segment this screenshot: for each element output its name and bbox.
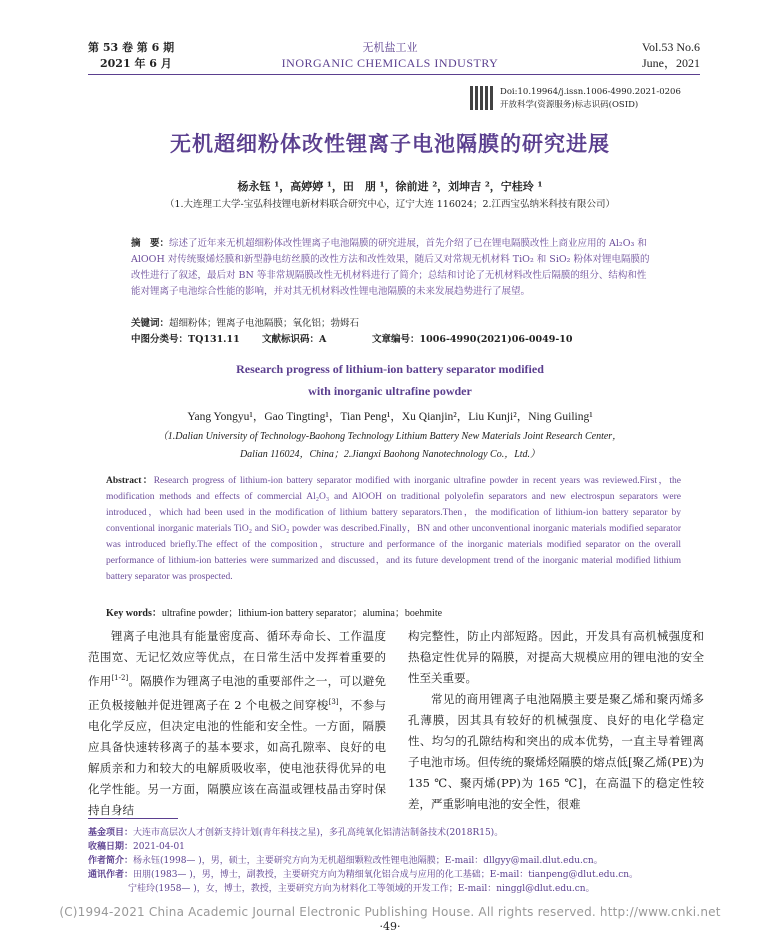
volume-issue-zh: 第 53 卷 第 6 期 [88,41,175,54]
keywords-en-label: Key words： [106,608,162,619]
article-number: 文章编号：1006-4990(2021)06-0049-10 [372,334,573,345]
keywords-zh-label: 关键词： [131,318,170,329]
author-bio: 杨永钰(1998— )，男，硕士，主要研究方向为无机超细颗粒改性锂电池隔膜；E-mail：dllgyy@mail.dlut.edu.cn。 [133,856,603,866]
date-zh: 2021 年 6 月 [100,57,172,70]
abstract-zh-label: 摘 要： [131,238,170,249]
doi-line: Doi:10.19964/j.issn.1006-4990.2021-0206 [500,87,681,97]
document-code: 文献标识码：A [262,334,327,345]
article-title-zh: 无机超细粉体改性锂离子电池隔膜的研究进展 [170,132,610,156]
copyright-watermark: (C)1994-2021 China Academic Journal Electronic Publishing House. All rights reserved. http://www.cnki.net [59,905,721,919]
affiliation-en-line2: Dalian 116024，China；2.Jiangxi Baohong Nanotechnology Co.，Ltd.） [239,449,541,460]
abstract-en [106,473,681,585]
date-en: June，2021 [642,56,700,70]
abstract-en-text: Research progress of lithium-ion battery separator modified with inorganic ultrafine powder in recent years was reviewed.First，the modification methods and effects of commercial Al₂O₃ and AlOOH on traditional polyolefin separators and new electrospun separators were introduced，which had been used in the modification of lithium battery separators.Then，the modification of lithium-ion battery separator by conventional inorganic materials TiO₂ and SiO₂ powder was described.Finally，BN and other unconventional inorganic materials modified separator was introduced briefly.The effect of the composition，structure and performance of the inorganic materials modified separator on the overall performance of lithium-ion batteries were summarized and discussed，and its future development trend of the inorganic material modified lithium battery separator was prospected. [106,476,681,582]
keywords-zh [131,316,359,332]
funding-note: 大连市高层次人才创新支持计划(青年科技之星)，多孔高纯氧化铝清洁制备技术(2018R15)。 [133,828,504,838]
received-date: 2021-04-01 [133,842,185,852]
article-title-en [0,358,780,402]
corresponding-author: 田朋(1983— )，男，博士，副教授，主要研究方向为精细氧化铝合成与应用的化工基础；E-mail：tianpeng@dlut.edu.cn。 [133,870,639,880]
journal-name-en: INORGANIC CHEMICALS INDUSTRY [281,56,499,70]
qr-code-icon [470,86,494,110]
body-paragraph: 锂离子电池具有能量密度高、循环寿命长、工作温度范围宽、无记忆效应等优点，在日常生活中发挥着重要的作用[1-2]。隔膜作为锂离子电池的重要部件之一，可以避免正负极接触并促进锂离子在 2 个电极之间穿梭[3]，不参与电化学反应，但决定电池的性能和安全性。一方面，隔膜应具备快速转移离子的基本要求，如高孔隙率、良好的电解质亲和力和较大的电解质吸收率，使电池获得优异的电化学性能。另一方面，隔膜应该在高温或锂枝晶击穿时保持自身结 [88,629,387,817]
corresponding-author-2: 宁桂玲(1958— )，女，博士，教授，主要研究方向为材料化工等领域的开发工作；E-mail：ninggl@dlut.edu.cn。 [128,884,595,894]
authors-zh: 杨永钰 ¹，高婷婷 ¹，田 朋 ¹，徐前进 ²，刘坤吉 ²，宁桂玲 ¹ [237,180,543,193]
abstract-zh-text: 综述了近年来无机超细粉体改性锂离子电池隔膜的研究进展，首先介绍了已在锂电隔膜改性上商业应用的 Al₂O₃ 和 AlOOH 对传统聚烯烃膜和新型静电纺丝膜的改性方法和改性效果，随后又对常规无机材料 TiO₂ 和 SiO₂ 粉体对锂电隔膜的改性进行了叙述，最后对 BN 等非常规隔膜改性无机材料进行了简介；总结和讨论了无机材料改性后隔膜的组分、结构和性能对锂离子电池综合性能的影响，并对其无机材料改性锂电池隔膜的未来发展趋势进行了展望。 [131,238,650,297]
keywords-en-text: ultrafine powder；lithium-ion battery separator；alumina；boehmite [161,608,443,619]
page-number: ·49· [379,920,401,933]
journal-name-zh: 无机盐工业 [362,41,418,54]
body-column-right [408,626,704,815]
keywords-zh-text: 超细粉体；锂离子电池隔膜；氧化铝；勃姆石 [169,318,360,329]
body-paragraph-continued: 构完整性，防止内部短路。因此，开发具有高机械强度和热稳定性优异的隔膜，对提高大规模应用的锂电池的安全性至关重要。 [408,629,704,685]
citation: [3] [328,697,339,706]
article-title-en-line1: Research progress of lithium-ion battery separator modified [236,362,544,376]
body-column-left [88,626,386,821]
affiliation-zh: （1.大连理工大学-宝弘科技锂电新材料联合研究中心，辽宁大连 116024；2.江西宝弘纳米科技有限公司） [164,199,616,210]
abstract-zh [131,236,651,300]
citation: [1-2] [111,674,129,682]
header-rule [88,74,700,75]
osid-line: 开放科学(资源服务)标志识码(OSID) [500,100,639,110]
article-title-en-line2: with inorganic ultrafine powder [308,384,472,398]
authors-en: Yang Yongyu¹，Gao Tingting¹，Tian Peng¹，Xu Qianjin²，Liu Kunji²，Ning Guiling¹ [187,411,593,423]
affiliation-en-line1: （1.Dalian University of Technology-Baohong Technology Lithium Battery New Materials Joint Research Center， [157,431,623,442]
clc-number: 中图分类号：TQ131.11 [131,334,240,345]
footnote-rule [88,818,178,819]
keywords-en [106,604,442,619]
footnotes: 基金项目：大连市高层次人才创新支持计划(青年科技之星)，多孔高纯氧化铝清洁制备技术(2018R15)。 收稿日期：2021-04-01 作者简介：杨永钰(1998— )，男，硕士，主要研究方向为无机超细颗粒改性锂电池隔膜；E-mail：dllgyy@mail.dlut.edu.cn。 通讯作者：田朋(1983— )，男，博士，副教授，主要研究方向为精细氧化铝合成与应用的化工基础；E-mail：tianpeng@dlut.edu.cn。 宁桂玲(1958— )，女，博士，教授，主要研究方向为材料化工等领域的开发工作；E-mail：ninggl@dlut.edu.cn。 [88,828,639,894]
body-paragraph: 常见的商用锂离子电池隔膜主要是聚乙烯和聚丙烯多孔薄膜，因其具有较好的机械强度、良好的电化学稳定性、均匀的孔隙结构和突出的成本优势，一直主导着锂离子电池市场。但传统的聚烯烃隔膜的熔点低[聚乙烯(PE)为 135 ℃、聚丙烯(PP)为 165 ℃]，在高温下的稳定性较差，严重影响电池的安全性，很难 [408,692,704,811]
volume-issue-en: Vol.53 No.6 [641,40,700,54]
abstract-en-label: Abstract： [106,476,154,486]
affiliation-en [110,428,670,464]
